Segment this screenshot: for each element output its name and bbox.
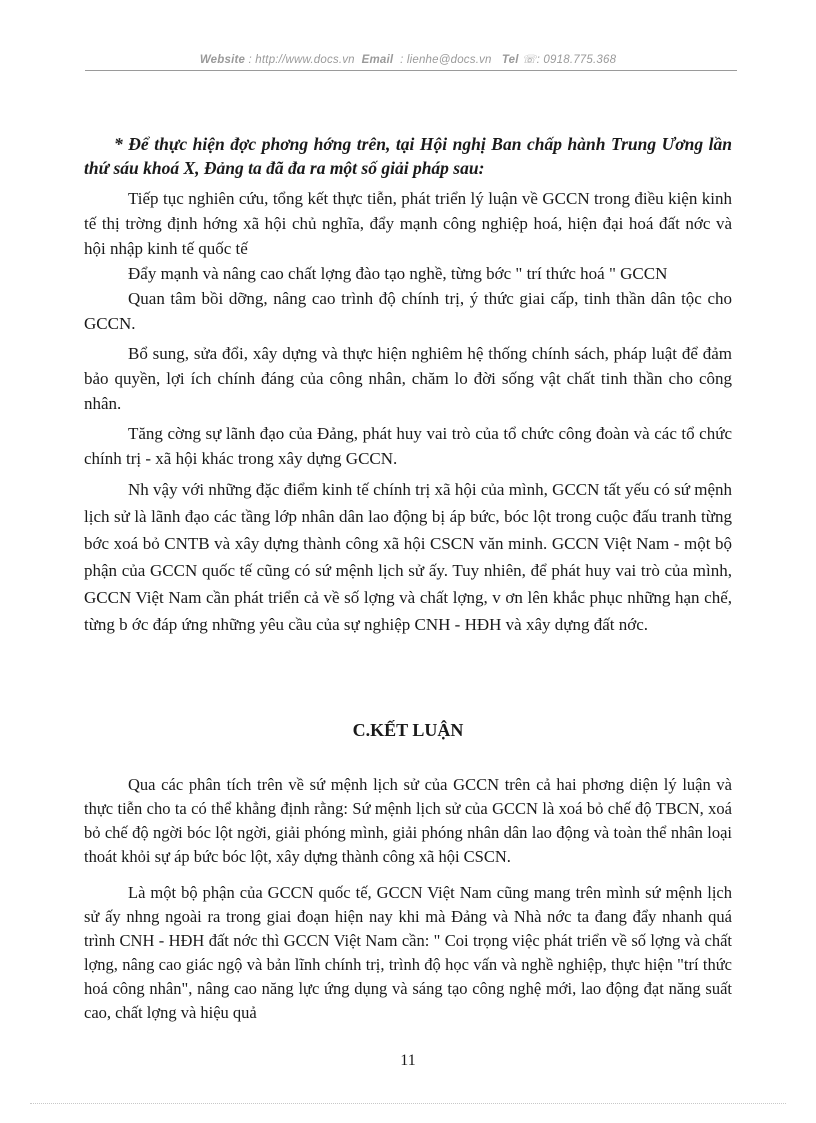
tel-label: Tel xyxy=(501,54,519,66)
conclusion-paragraph-2: Là một bộ phận của GCCN quốc tế, GCCN Việt Nam cũng mang trên mình sứ mệnh lịch sử ấy nhng ngoài ra trong giai đoạn hiện nay khi mà Đảng và Nhà nớc ta đang đẩy nhanh quá trình CNH - HĐH đất nớc thì GCCN Việt Nam cần: " Coi trọng việc phát triển về số lợng và chất lợng, nâng cao giác ngộ và bản lĩnh chính trị, trình độ học vấn và nghề nghiệp, thực hiện "trí thức hoá công nhân", nâng cao năng lực ứng dụng và sáng tạo công nghệ mới, lao động đạt năng suất cao, chất lợng và hiệu quả xyxy=(84,883,732,1022)
solutions-intro: * Để thực hiện đợc phơng hớng trên, tại Hội nghị Ban chấp hành Trung Ương lần thứ sáu khoá X, Đảng ta đã đa ra một số giải pháp sau: xyxy=(84,134,732,178)
website-label: Website xyxy=(199,54,246,66)
conclusion-heading: C.KẾT LUẬN xyxy=(352,720,464,740)
solutions-section xyxy=(84,132,732,638)
tel-value: : 0918.775.368 xyxy=(536,54,617,66)
page-number: 11 xyxy=(400,1052,416,1069)
email-value[interactable]: : lienhe@docs.vn xyxy=(400,54,492,66)
footer-divider xyxy=(30,1103,786,1104)
website-value[interactable]: : http://www.docs.vn xyxy=(248,54,355,66)
header-divider xyxy=(85,70,737,71)
page-header xyxy=(0,52,816,66)
solution-paragraph-5: Tăng cờng sự lãnh đạo của Đảng, phát huy vai trò của tổ chức công đoàn và các tổ chức chính trị - xã hội khác trong xây dựng GCCN. xyxy=(84,424,732,468)
solution-paragraph-3: Quan tâm bồi dỡng, nâng cao trình độ chính trị, ý thức giai cấp, tinh thần dân tộc cho GCCN. xyxy=(84,289,732,333)
summary-paragraph: Nh vậy với những đặc điểm kinh tế chính trị xã hội của mình, GCCN tất yếu có sứ mệnh lịch sử là lãnh đạo các tầng lớp nhân dân lao động bị áp bức, bóc lột trong cuộc đấu tranh từng bớc xoá bỏ CNTB và xây dựng thành công xã hội CSCN văn minh. GCCN Việt Nam - một bộ phận của GCCN quốc tế cũng có sứ mệnh lịch sử ấy. Tuy nhiên, để phát huy vai trò của mình, GCCN Việt Nam cần phát triển cả về số lợng và chất lợng, v ơn lên khắc phục những hạn chế, từng b ớc đáp ứng những yêu cầu của sự nghiệp CNH - HĐH và xây dựng đất nớc. xyxy=(84,480,732,634)
solution-paragraph-2: Đẩy mạnh và nâng cao chất lợng đào tạo nghề, từng bớc " trí thức hoá " GCCN xyxy=(128,264,668,283)
solution-paragraph-4: Bổ sung, sửa đổi, xây dựng và thực hiện nghiêm hệ thống chính sách, pháp luật để đảm bảo quyền, lợi ích chính đáng của công nhân, chăm lo đời sống vật chất tinh thần cho công nhân. xyxy=(84,344,732,413)
conclusion-paragraph-1: Qua các phân tích trên về sứ mệnh lịch sử của GCCN trên cả hai phơng diện lý luận và thực tiễn cho ta có thể khẳng định rằng: Sứ mệnh lịch sử của GCCN là xoá bỏ chế độ TBCN, xoá bỏ chế độ ngời bóc lột ngời, giải phóng mình, giải phóng nhân dân lao động và toàn thể nhân loại thoát khỏi sự áp bức bóc lột, xây dựng thành công xã hội CSCN. xyxy=(84,775,732,866)
conclusion-section xyxy=(84,773,732,1025)
email-label: Email xyxy=(361,54,394,66)
solution-paragraph-1: Tiếp tục nghiên cứu, tổng kết thực tiễn, phát triển lý luận về GCCN trong điều kiện kinh tế thị trờng định hớng xã hội chủ nghĩa, đẩy mạnh công nghiệp hoá, hiện đại hoá đất nớc và hội nhập kinh tế quốc tế xyxy=(84,189,732,258)
phone-icon: ☏ xyxy=(522,54,537,66)
